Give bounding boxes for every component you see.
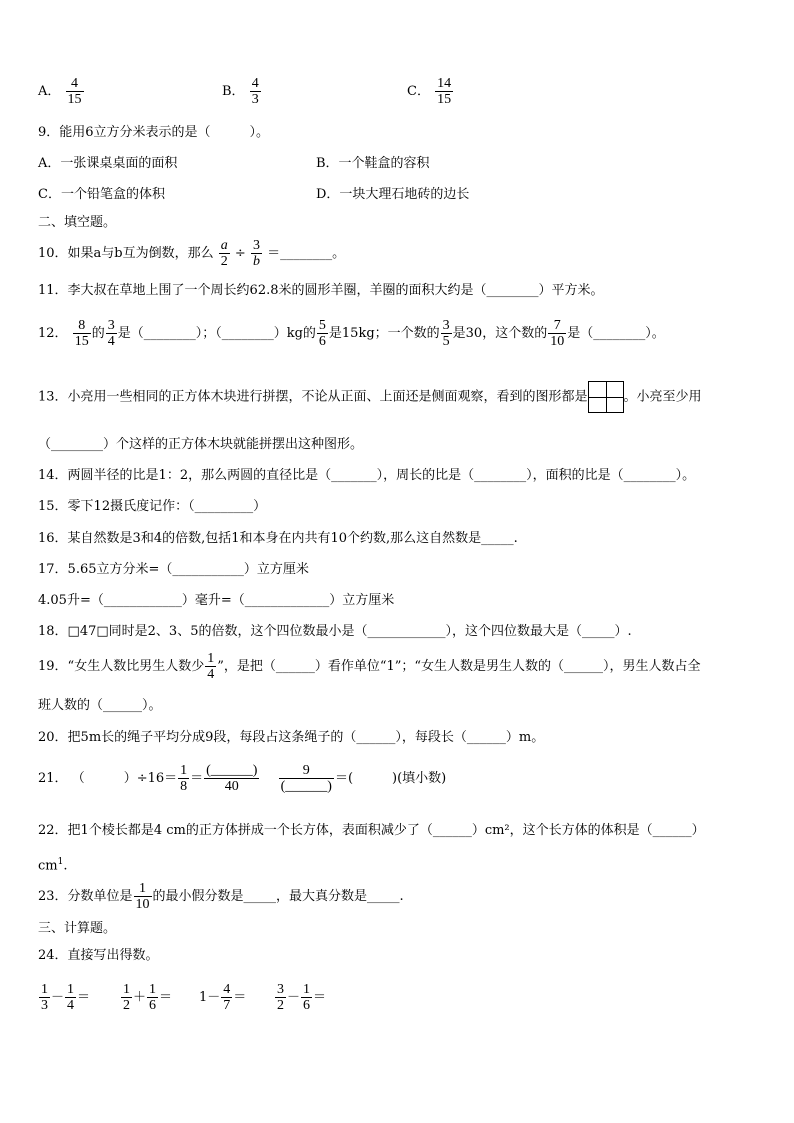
superscript: 1 [57,857,64,867]
option-label: C． [407,84,430,99]
q9-option-c[interactable]: C．一个铅笔盒的体积 [38,187,165,202]
fraction [121,982,132,1013]
q22-line1: 22．把1个棱长都是4 cm的正方体拼成一个长方体，表面积减少了（______）cm²，这个长方体的体积是（______） [38,823,705,838]
denominator: 3 [251,92,259,107]
fraction [548,318,566,349]
denominator: 6 [149,998,157,1013]
minus-sign: － [51,990,65,1005]
q13-text: 。小亮至少用 [623,389,702,405]
denominator: 7 [223,998,231,1013]
denominator: 10 [135,897,150,912]
q13-text: 13．小亮用一些相同的正方体木块进行拼摆，不论从正面、上面还是侧面观察，看到的图形都是 [38,389,588,405]
q20: 20．把5m长的绳子平均分成9段，每段占这条绳子的（______），每段长（______）m。 [38,730,545,745]
q9-option-b[interactable]: B．一个鞋盒的容积 [316,156,430,171]
denominator: 2 [220,254,228,269]
denominator: 8 [180,779,188,794]
q21-text: ＝( )(填小数) [334,771,447,786]
fraction [205,651,216,682]
numerator: 1 [123,982,130,997]
denominator: 5 [442,334,450,349]
denominator: 6 [318,334,326,349]
q23 [38,881,404,912]
q24-stem: 24．直接写出得数。 [38,948,159,963]
denominator: 15 [67,92,82,107]
denominator: 4 [207,667,215,682]
numerator: 3 [252,238,260,253]
option-label: A． [38,84,61,99]
numerator: 1 [303,982,311,997]
equals-sign: ＝ [313,990,327,1005]
q12-text: 的 [91,326,105,341]
q21-number: 21． [38,771,68,786]
q13-line1 [38,381,702,413]
q21 [38,763,446,794]
equals-sign: ＝ [77,990,91,1005]
q12-number: 12． [38,326,68,341]
q16: 16．某自然数是3和4的倍数,包括1和本身在内共有10个约数,那么这自然数是_____. [38,531,518,546]
q18: 18．□47□同时是2、3、5的倍数，这个四位数最小是（____________），这个四位数最大是（_____）. [38,624,632,639]
equals-sign: ＝ [233,990,247,1005]
q11: 11．李大叔在草地上围了一个周长约62.8米的圆形羊圈，羊圈的面积大约是（________）平方米。 [38,283,604,298]
denominator: 15 [74,334,89,349]
minus-sign: － [287,990,301,1005]
fraction [221,982,232,1013]
numerator: 1 [207,651,215,666]
q13-line2: （________）个这样的正方体木块就能拼摆出这种图形。 [38,437,364,452]
numerator: 4 [66,76,84,92]
q23-text: 的最小假分数是_____，最大真分数是_____. [152,889,404,904]
fraction [65,982,76,1013]
q24-expression-3 [199,982,246,1013]
q10-answer-blank[interactable]: ＝________。 [267,246,346,261]
fraction [219,238,230,269]
divide-sign: ÷ [234,246,246,261]
q19-line2: 班人数的（______）。 [38,698,162,713]
numerator: 4 [251,76,259,91]
q9-stem: 9．能用6立方分米表示的是（ ）。 [38,125,270,140]
fraction [204,763,259,794]
q8-option-b[interactable] [222,76,262,107]
denominator: 2 [277,998,284,1013]
numerator: 1 [180,763,188,778]
q14: 14．两圆半径的比是1：2，那么两圆的直径比是（_______），周长的比是（________），面积的比是（________）。 [38,468,696,483]
numerator: 4 [223,982,231,997]
numerator: 3 [107,318,115,333]
denominator: 40 [224,779,239,794]
numerator: 5 [318,318,326,333]
numerator: 8 [73,318,91,334]
section-calculation-title: 三、计算题。 [38,921,117,936]
denominator: 2 [123,998,130,1013]
numerator: 1 [149,982,157,997]
q22-line2 [38,853,67,875]
q10-text: 10．如果a与b互为倒数，那么 [38,246,214,261]
fraction [66,76,84,107]
fraction [106,318,117,349]
fraction [73,318,91,349]
q24-text: 1－ [199,990,221,1005]
fraction [147,982,158,1013]
period: . [63,858,68,874]
numerator: 9 [279,763,334,779]
fraction [317,318,328,349]
denominator: 15 [437,92,452,107]
denominator: b [252,254,260,269]
q12-text: 是（________）。 [567,326,665,341]
q23-text: 23．分数单位是 [38,889,133,904]
section-fill-in-title: 二、填空题。 [38,215,117,230]
equals-sign: ＝ [190,771,204,786]
numerator: 3 [277,982,284,997]
q9-option-d[interactable]: D．一块大理石地砖的边长 [316,187,470,202]
q12 [38,318,665,349]
q12-text: 是30，这个数的 [452,326,548,341]
fraction [134,881,152,912]
numerator: 3 [442,318,450,333]
numerator: (______) [206,763,258,778]
q12-text: 是15kg；一个数的 [328,326,440,341]
numerator: 14 [437,76,452,91]
q24-expression-4 [274,982,326,1013]
q12-text: 是（________）；（________）kg的 [117,326,316,341]
q10 [38,238,345,269]
numerator: 1 [67,982,75,997]
fraction [301,982,312,1013]
q17-line2: 4.05升=（____________）毫升=（_____________）立方厘米 [38,593,395,608]
q19-line1 [38,651,701,682]
denominator: 10 [550,334,565,349]
numerator: a [220,238,228,253]
numerator: 1 [134,881,152,897]
fraction [279,763,334,794]
denominator: (______) [280,779,332,794]
fraction [251,238,262,269]
fraction [435,76,453,107]
denominator: 3 [41,998,48,1013]
unit-cm: cm [38,858,58,874]
fraction [39,982,50,1013]
q19-text: ”，是把（______）看作单位“1”；“女生人数是男生人数的（______），男生人数占全 [217,659,701,674]
denominator: 6 [303,998,311,1013]
fraction [250,76,261,107]
numerator: 7 [548,318,566,334]
q8-option-a[interactable] [38,76,85,107]
fraction [441,318,452,349]
q24-expression-2 [120,982,172,1013]
q19-text: 19．“女生人数比男生人数少 [38,659,205,674]
square-grid-figure [588,381,624,413]
equals-sign: ＝ [159,990,173,1005]
q8-option-c[interactable] [407,76,454,107]
plus-sign: ＋ [133,990,147,1005]
fraction [275,982,286,1013]
numerator: 1 [41,982,48,997]
denominator: 4 [67,998,75,1013]
q21-text: （ ）÷16＝ [71,771,178,786]
q15: 15．零下12摄氏度记作：（_________） [38,499,267,514]
denominator: 4 [107,334,115,349]
option-label: B． [222,84,245,99]
fraction [178,763,189,794]
q24-expression-1 [38,982,90,1013]
q9-option-a[interactable]: A．一张课桌桌面的面积 [38,156,178,171]
q17-line1: 17．5.65立方分米=（___________）立方厘米 [38,562,309,577]
